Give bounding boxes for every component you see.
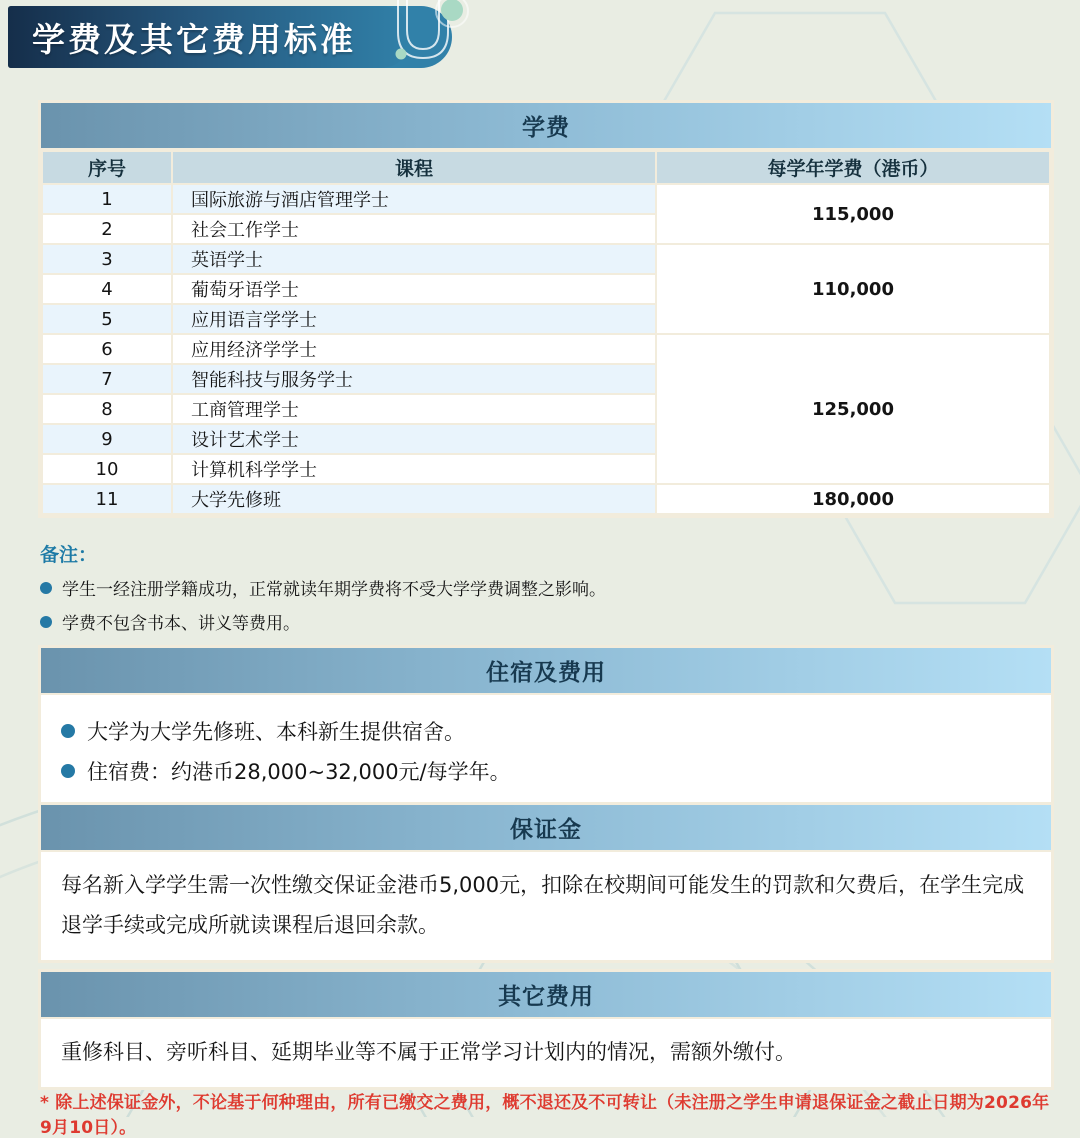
course-name: 智能科技与服务学士 (173, 365, 655, 393)
notes-section (40, 540, 606, 643)
other-fees-content (41, 1019, 1051, 1087)
u-logo-icon (368, 0, 478, 80)
course-name: 应用语言学学士 (173, 305, 655, 333)
fee-value: 125,000 (657, 335, 1049, 483)
bullet-text: 住宿费：约港币28,000~32,000元/每学年。 (87, 760, 511, 784)
deposit-section-header (41, 805, 1051, 850)
course-name: 设计艺术学士 (173, 425, 655, 453)
tuition-section-title: 学费 (522, 115, 570, 141)
deposit-section (38, 802, 1054, 963)
fee-value: 115,000 (657, 185, 1049, 243)
row-number: 4 (43, 275, 171, 303)
bullet-item (61, 756, 1031, 786)
bullet-item (40, 609, 606, 634)
tuition-header-row (43, 152, 1049, 183)
tuition-table (41, 150, 1051, 515)
course-name: 应用经济学学士 (173, 335, 655, 363)
tuition-row (43, 185, 1049, 213)
column-header-no: 序号 (43, 152, 171, 183)
tuition-row (43, 485, 1049, 513)
deposit-content (41, 852, 1051, 960)
bullet-dot-icon (61, 764, 75, 778)
mint-dot-small (396, 49, 407, 60)
other-fees-section-title: 其它费用 (498, 984, 594, 1010)
fee-value: 110,000 (657, 245, 1049, 333)
course-name: 大学先修班 (173, 485, 655, 513)
row-number: 9 (43, 425, 171, 453)
bullet-dot-icon (40, 582, 52, 594)
mint-dot-large (441, 0, 463, 21)
notes-list (40, 575, 606, 634)
bullet-dot-icon (40, 616, 52, 628)
accommodation-section-header (41, 648, 1051, 693)
row-number: 8 (43, 395, 171, 423)
bullet-text: 大学为大学先修班、本科新生提供宿舍。 (87, 720, 465, 744)
accommodation-section (38, 645, 1054, 814)
bullet-item (40, 575, 606, 600)
course-name: 工商管理学士 (173, 395, 655, 423)
row-number: 2 (43, 215, 171, 243)
tuition-row (43, 335, 1049, 363)
deposit-section-title: 保证金 (510, 817, 582, 843)
row-number: 6 (43, 335, 171, 363)
other-fees-text: 重修科目、旁听科目、延期毕业等不属于正常学习计划内的情况，需额外缴付。 (61, 1040, 796, 1064)
column-header-course: 课程 (173, 152, 655, 183)
course-name: 英语学士 (173, 245, 655, 273)
course-name: 国际旅游与酒店管理学士 (173, 185, 655, 213)
other-fees-section (38, 969, 1054, 1090)
accommodation-section-title: 住宿及费用 (486, 660, 606, 686)
row-number: 1 (43, 185, 171, 213)
bullet-text: 学生一经注册学籍成功，正常就读年期学费将不受大学学费调整之影响。 (62, 580, 606, 600)
course-name: 葡萄牙语学士 (173, 275, 655, 303)
course-name: 计算机科学学士 (173, 455, 655, 483)
tuition-section-header (41, 103, 1051, 148)
row-number: 5 (43, 305, 171, 333)
accommodation-content (41, 695, 1051, 811)
fee-value: 180,000 (657, 485, 1049, 513)
row-number: 10 (43, 455, 171, 483)
notes-label: 备注： (40, 544, 98, 566)
page-title: 学费及其它费用标准 (32, 19, 356, 59)
other-fees-section-header (41, 972, 1051, 1017)
bullet-dot-icon (61, 724, 75, 738)
page-header-banner (8, 6, 412, 68)
row-number: 7 (43, 365, 171, 393)
row-number: 11 (43, 485, 171, 513)
row-number: 3 (43, 245, 171, 273)
bullet-item (61, 716, 1031, 746)
tuition-section (38, 100, 1054, 518)
tuition-row (43, 245, 1049, 273)
column-header-fee: 每学年学费（港币） (657, 152, 1049, 183)
bullet-text: 学费不包含书本、讲义等费用。 (62, 614, 300, 634)
footnote-disclaimer: * 除上述保证金外，不论基于何种理由，所有已缴交之费用，概不退还及不可转让（未注册之学生申请退保证金之截止日期为2026年9月10日）。 (40, 1093, 1050, 1138)
tuition-table-body (43, 185, 1049, 513)
course-name: 社会工作学士 (173, 215, 655, 243)
deposit-text: 每名新入学学生需一次性缴交保证金港币5,000元，扣除在校期间可能发生的罚款和欠费后，在学生完成退学手续或完成所就读课程后退回余款。 (61, 873, 1025, 937)
